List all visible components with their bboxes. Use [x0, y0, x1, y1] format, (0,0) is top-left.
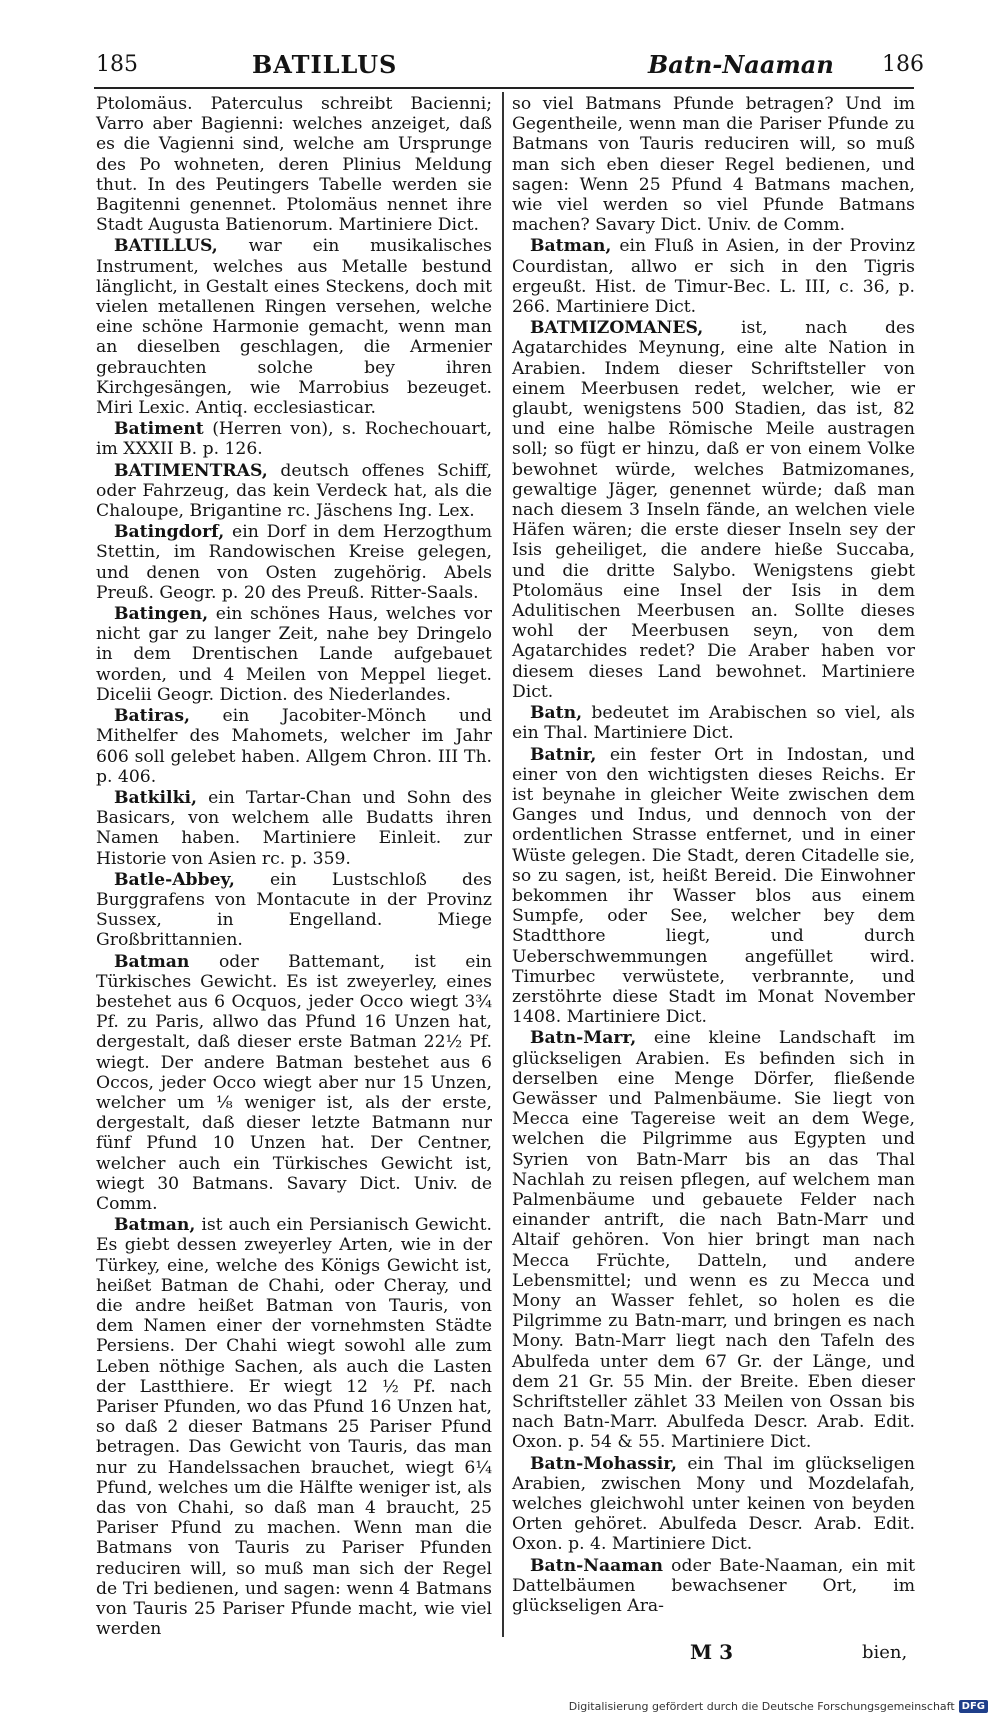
entry-text: oder Battemant, ist ein Türkisches Gewicht. Es ist zweyerley, eines bestehet aus 6 Ocquos, jeder Occo wiegt 3¾ Pf. zu Paris, allwo das Pfund 16 Unzen hat, dergestalt, daß dieser erste Batman 22½ Pf. wiegt. Der andere Batman bestehet aus 6 Occos, jeder Occo wiegt aber nur 15 Unzen, welcher um ⅛ weniger ist, als der erste, dergestalt, daß dieser letzte Batmann nur fünf Pfund 10 Unzen hat. Der Centner, welcher auch ein Türkisches Gewicht ist, wiegt 30 Batmans. Savary Dict. Univ. de Comm. — [96, 951, 492, 1214]
entry-lemma: Batiras, — [114, 706, 190, 727]
digitization-credit — [569, 1700, 988, 1713]
entry-lemma: Batkilki, — [114, 787, 197, 808]
dictionary-entry — [512, 94, 915, 235]
entry-lemma: Batingen, — [114, 604, 209, 625]
entry-lemma: Batn-Naaman — [530, 1555, 664, 1576]
dfg-logo-icon: DFG — [959, 1700, 988, 1713]
entry-lemma: Batingdorf, — [114, 522, 225, 543]
dictionary-entry — [96, 604, 492, 705]
right-column — [512, 94, 915, 1617]
dictionary-entry — [512, 236, 915, 317]
entry-text: ist auch ein Persianisch Gewicht. Es giebt dessen zweyerley Arten, wie in der Türkey, eine, welche des Königs Gewicht ist, heißet Batman de Chahi, oder Cheray, und die andre heißet Batman von Tauris, von dem Namen einer der vornehmsten Städte Persiens. Der Chahi wiegt sowohl alle zum Leben nöthige Sachen, als auch die Lasten der Lastthiere. Er wiegt 12 ½ Pf. nach Pariser Pfunden, wo das Pfund 16 Unzen hat, so daß 2 dieser Batmans 25 Pariser Pfund betragen. Das Gewicht von Tauris, das man nur zu Handelssachen brauchet, wiegt 6¼ Pfund, welches um die Hälfte weniger ist, als das von Chahi, so daß man 4 braucht, 25 Pariser Pfund zu machen. Wenn man die Batmans von Tauris zu Pariser Pfunden reduciren will, so muß man sich der Regel de Tri bedienen, und sagen: wenn 4 Batmans von Tauris 25 Pariser Pfunde macht, wie viel werden — [96, 1215, 492, 1640]
entry-text: oder Bate-Naaman, ein mit Dattelbäumen bewachsener Ort, im glückseligen Ara- — [512, 1555, 915, 1617]
dictionary-entry — [96, 706, 492, 787]
dictionary-entry — [512, 1454, 915, 1555]
entry-lemma: Batnir, — [530, 744, 597, 765]
dictionary-entry — [512, 745, 915, 1028]
entry-text: ein Lustschloß des Burggrafens von Montacute in der Provinz Sussex, in Engelland. Miege Großbrittannien. — [96, 869, 492, 951]
running-head-left: BATILLUS — [252, 50, 398, 79]
dictionary-entry — [96, 788, 492, 869]
entry-text: ein Jacobiter-Mönch und Mithelfer des Mahomets, welcher im Jahr 606 soll gelebet haben. Allgem Chron. III Th. p. 406. — [96, 706, 492, 787]
entry-lemma: Batn, — [530, 703, 583, 724]
entry-text: Ptolomäus. Paterculus schreibt Bacienni; Varro aber Bagienni: welches anzeiget, daß es die Vagienni sind, welche am Ursprunge des Po wohneten, deren Plinius Meldung thut. In des Peutingers Tabelle werden sie Bagitenni genennet. Ptolomäus nennet ihre Stadt Augusta Batienorum. Martiniere Dict. — [96, 94, 492, 236]
entry-lemma: Batn-Marr, — [530, 1028, 637, 1049]
entry-lemma: BATILLUS, — [114, 236, 218, 257]
entry-text: (Herren von), s. Rochechouart, im XXXII B. p. 126. — [96, 419, 492, 460]
dictionary-entry — [96, 952, 492, 1215]
entry-text: ein schönes Haus, welches vor nicht gar zu langer Zeit, nahe bey Dringelo in dem Drentischen Lande aufgebauet worden, und 4 Meilen von Meppel lieget. Dicelii Geogr. Diction. des Niederlandes. — [96, 604, 492, 705]
dictionary-entry — [512, 1556, 915, 1617]
dictionary-entry — [512, 318, 915, 702]
running-head-right: Batn-Naaman — [648, 50, 834, 79]
entry-text: so viel Batmans Pfunde betragen? Und im Gegentheile, wenn man die Pariser Pfunde zu Batmans von Tauris reduciren will, so muß man sich eben dieser Regel bedienen, und sagen: Wenn 25 Pfund 4 Batmans machen, wie viel werden so viel Pfunde Batmans machen? Savary Dict. Univ. de Comm. — [512, 94, 915, 236]
dictionary-entry — [512, 1028, 915, 1452]
entry-lemma: Batman — [114, 951, 190, 972]
entry-text: eine kleine Landschaft im glückseligen Arabien. Es befinden sich in derselben eine Menge Dörfer, fließende Gewässer und Palmenbäume. Sie liegt von Mecca eine Tagereise weit an dem Wege, welchen die Pilgrimme aus Egypten und Syrien von Batn-Marr bis an das Thal Nachlah zu reisen pflegen, auf welchem man Palmenbäume und gebauete Felder nach einander antrift, die nach Batn-Marr und Altaif gehören. Von hier bringt man nach Mecca Früchte, Datteln, und andere Lebensmittel; und wenn es zu Mecca und Mony an Wasser fehlet, so holen es die Pilgrimme zu Batn-marr, und bringen es nach Mony. Batn-Marr liegt nach den Tafeln des Abulfeda unter dem 67 Gr. der Länge, und dem 21 Gr. 55 Min. der Breite. Eben dieser Schriftsteller zählet 33 Meilen von Ossan bis nach Batn-Marr. Abulfeda Descr. Arab. Edit. Oxon. p. 54 & 55. Martiniere Dict. — [512, 1028, 915, 1453]
entry-lemma: BATIMENTRAS, — [114, 460, 268, 481]
dictionary-entry — [96, 1215, 492, 1639]
entry-lemma: Batman, — [114, 1215, 196, 1236]
dictionary-entry — [96, 870, 492, 951]
entry-text: ist, nach des Agatarchides Meynung, eine alte Nation in Arabien. Indem dieser Schriftsteller von einem Meerbusen redet, welcher, wie er glaubt, wenigstens 500 Stadien, das ist, 82 und eine halbe Römische Meile austragen soll; so fügt er hinzu, daß er von einem Volke bewohnet würde, welches Batmizomanes, gewaltige Jäger, genennet würde; daß man nach diesem 3 Inseln fände, an welchen viele Häfen wären; die erste dieser Inseln sey der Isis geheiliget, die andere hieße Succaba, und die dritte Salybo. Wenigstens giebt Ptolomäus eine Insel der Isis in dem Adulitischen Meerbusen an. Sollte dieses wohl der Meerbusen seyn, von dem Agatarchides redet? Die Araber haben vor diesem dieses Land bewohnet. Martiniere Dict. — [512, 318, 915, 702]
entry-text: ein Dorf in dem Herzogthum Stettin, im Randowischen Kreise gelegen, und denen von Osten zugehörig. Abels Preuß. Geogr. p. 20 des Preuß. Ritter-Saals. — [96, 522, 492, 603]
signature-mark: M 3 — [690, 1640, 734, 1664]
page-number-left: 185 — [96, 52, 138, 77]
entry-text: war ein musikalisches Instrument, welches aus Metalle bestund länglicht, in Gestalt eines Steckens, doch mit vielen metallenen Ringen versehen, welche eine schöne Harmonie gemacht, wenn man an dieselben geschlagen, die Armenier gebrauchten solche bey ihren Kirchgesängen, wie Marrobius bezeuget. Miri Lexic. Antiq. ecclesiasticar. — [96, 236, 492, 419]
entry-text: ein Tartar-Chan und Sohn des Basicars, von welchem alle Budatts ihren Namen haben. Martiniere Einleit. zur Historie von Asien rc. p. 359. — [96, 787, 492, 869]
dictionary-entry — [96, 522, 492, 603]
entry-text: ein Thal im glückseligen Arabien, zwischen Mony und Mozdelafah, welches gleichwohl unter keinen von beyden Orten gehöret. Abulfeda Descr. Arab. Edit. Oxon. p. 4. Martiniere Dict. — [512, 1453, 915, 1555]
entry-text: ein Fluß in Asien, in der Provinz Courdistan, allwo er sich in den Tigris ergeußt. Hist. de Timur-Bec. L. III, c. 36, p. 266. Martiniere Dict. — [512, 236, 915, 318]
entry-lemma: BATMIZOMANES, — [530, 318, 704, 339]
dictionary-entry — [512, 703, 915, 743]
entry-text: bedeutet im Arabischen so viel, als ein Thal. Martiniere Dict. — [512, 703, 915, 744]
page-number-right: 186 — [882, 52, 924, 77]
column-divider — [502, 92, 504, 1637]
entry-lemma: Batle-Abbey, — [114, 869, 235, 890]
credit-text: Digitalisierung gefördert durch die Deutsche Forschungsgemeinschaft — [568, 1700, 955, 1713]
entry-text: ein fester Ort in Indostan, und einer von den wichtigsten dieses Reichs. Er ist beynahe in gleicher Weite zwischen dem Ganges und Indus, und dennoch von der ordentlichen Strasse entfernet, und in einer Wüste gelegen. Die Stadt, deren Citadelle sie, so zu sagen, ist, heißt Bereid. Die Einwohner bekommen ihr Wasser blos aus einem Sumpfe, oder See, welcher bey dem Stadtthore liegt, und durch Ueberschwemmungen angefüllet wird. Timurbec verwüstete, verbrannte, und zerstöhrte diese Stadt im Monat November 1408. Martiniere Dict. — [512, 744, 915, 1028]
left-column — [96, 94, 492, 1640]
dictionary-entry — [96, 419, 492, 459]
dictionary-entry — [96, 94, 492, 235]
catchword: bien, — [862, 1642, 908, 1663]
dictionary-entry — [96, 461, 492, 522]
entry-lemma: Batiment — [114, 419, 204, 440]
dictionary-entry — [96, 236, 492, 418]
entry-text: deutsch offenes Schiff, oder Fahrzeug, das kein Verdeck hat, als die Chaloupe, Brigantine rc. Jäschens Ing. Lex. — [96, 460, 492, 522]
header-rule — [94, 87, 914, 89]
entry-lemma: Batman, — [530, 236, 612, 257]
entry-lemma: Batn-Mohassir, — [530, 1453, 678, 1474]
